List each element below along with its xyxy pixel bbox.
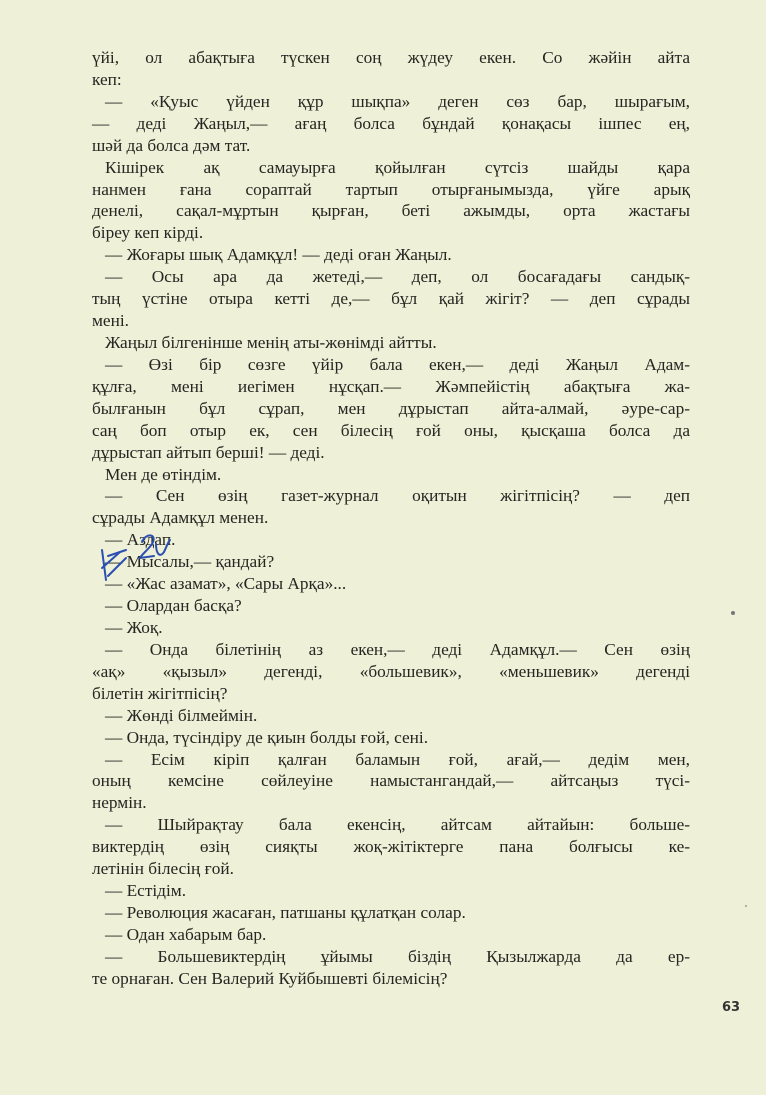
text-line: те орнаған. Сен Валерий Куйбышевті білемісің?: [92, 968, 448, 988]
page-body-text: [92, 47, 690, 990]
text-line: шәй да болса дәм тат.: [92, 135, 251, 155]
text-line: — Осы ара да жетеді,— деп, ол босағадағы сандық-: [105, 267, 690, 287]
text-line: біреу кеп кірді.: [92, 223, 204, 243]
text-line: — Олардан басқа?: [105, 596, 242, 616]
text-line: былғанын бұл сұрап, мен дұрыстап айта-алмай, әуре-сар-: [92, 398, 690, 418]
text-line: «ақ» «қызыл» дегенді, «большевик», «меньшевик» дегенді: [92, 661, 690, 681]
text-line: кеп:: [92, 69, 122, 89]
text-line: — Шыйрақтау бала екенсің, айтсам айтайын: больше-: [105, 815, 690, 835]
text-line: үйі, ол абақтыға түскен соң жүдеу екен. Со жәйін айта: [92, 48, 690, 67]
text-line: — Одан хабарым бар.: [105, 924, 267, 944]
text-line: летінін білесің ғой.: [92, 859, 234, 879]
text-line: білетін жігітпісің?: [92, 683, 228, 703]
text-line: — Естідім.: [105, 881, 187, 901]
paper-speck: [745, 905, 747, 907]
text-line: оның кемсіне сөйлеуіне намыстангандай,— айтсаңыз түсі-: [92, 771, 690, 791]
text-line: дұрыстап айтып берші! — деді.: [92, 442, 325, 462]
paper-speck: [731, 611, 735, 615]
text-line: мені.: [92, 311, 129, 331]
text-line: денелі, сақал-мұртын қырған, беті ажымды, орта жастағы: [92, 201, 690, 221]
text-line: — Аздап.: [105, 530, 176, 550]
text-line: виктердің өзің сияқты жоқ-жітіктерге пана болғысы ке-: [92, 837, 690, 857]
text-line: — Есім кіріп қалған баламын ғой, ағай,— дедім мен,: [105, 749, 690, 769]
text-line: — Онда, түсіндіру де қиын болды ғой, сені.: [105, 727, 429, 747]
text-line: нанмен ғана сораптай тартып отырғанымызда, үйге арық: [92, 179, 690, 199]
text-line: Жаңыл білгенінше менің аты-жөнімді айтты.: [105, 332, 437, 352]
text-line: — деді Жаңыл,— ағаң болса бұндай қонақасы ішпес ең,: [92, 113, 690, 133]
handwritten-annotation: [96, 528, 176, 584]
text-line: — «Жас азамат», «Сары Арқа»...: [105, 574, 347, 594]
text-line: тың үстіне отыра кетті де,— бұл қай жігіт? — деп сұрады: [92, 289, 690, 309]
text-line: құлға, мені иегімен нұсқап.— Жәмпейістің абақтыға жа-: [92, 376, 690, 396]
text-line: — Мысалы,— қандай?: [105, 552, 275, 572]
text-line: — Жөнді білмеймін.: [105, 705, 258, 725]
page-number: 63: [722, 1000, 741, 1015]
text-line: — Большевиктердің ұйымы біздің Қызылжарда да ер-: [105, 946, 690, 966]
text-line: — Сен өзің газет-журнал оқитын жігітпісің? — деп: [105, 486, 690, 506]
text-line: — «Қуыс үйден құр шықпа» деген сөз бар, шырағым,: [105, 91, 690, 111]
text-line: — Жоқ.: [105, 617, 163, 637]
text-line: саң боп отыр ек, сен білесің ғой оны, қысқаша болса да: [92, 420, 690, 440]
text-line: — Революция жасаған, патшаны құлатқан солар.: [105, 902, 466, 922]
text-line: сұрады Адамқұл менен.: [92, 508, 269, 528]
text-line: Мен де өтіндім.: [105, 464, 222, 484]
text-line: — Онда білетінің аз екен,— деді Адамқұл.— Сен өзің: [105, 639, 690, 659]
text-line: — Өзі бір сөзге үйір бала екен,— деді Жаңыл Адам-: [105, 354, 690, 374]
text-line: Кішірек ақ самауырға қойылған сүтсіз шайды қара: [105, 157, 690, 177]
text-line: нермін.: [92, 793, 147, 813]
text-line: — Жоғары шық Адамқұл! — деді оған Жаңыл.: [105, 245, 452, 265]
